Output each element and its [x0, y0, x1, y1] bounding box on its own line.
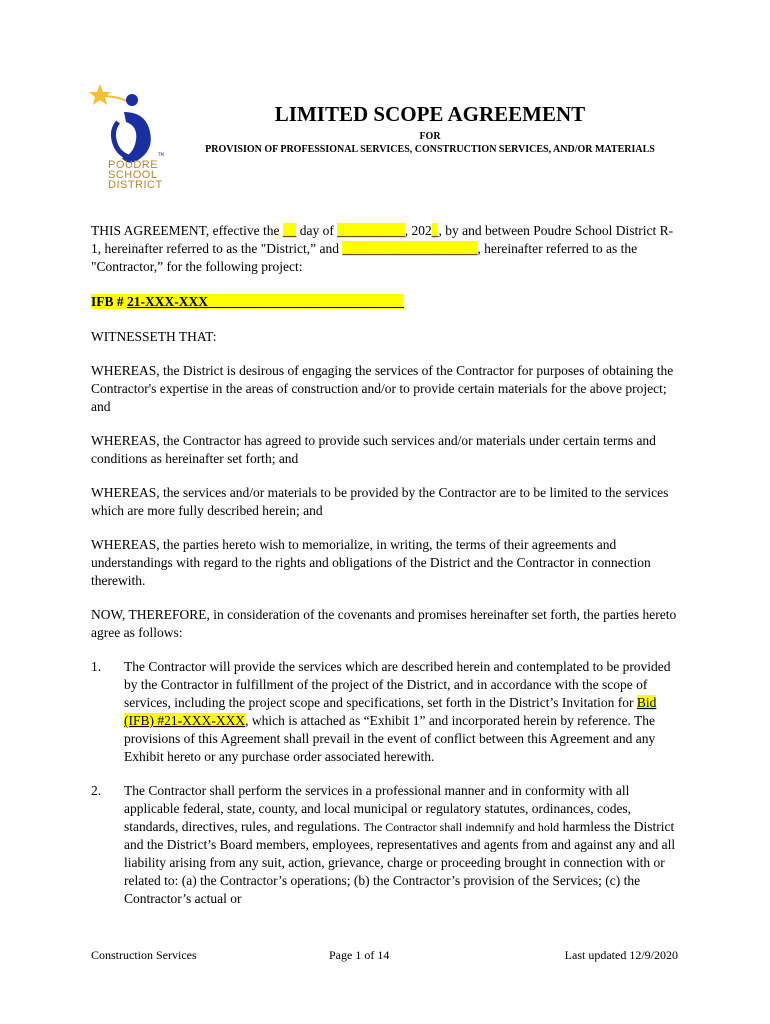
footer-page-number: Page 1 of 14	[329, 948, 390, 962]
witnesseth-heading: WITNESSETH THAT:	[91, 329, 217, 344]
numbered-item	[91, 782, 681, 908]
whereas-paragraph: WHEREAS, the District is desirous of engaging the services of the Contractor for purposes of obtaining the Contractor's expertise in the areas of construction and/or to provide certain materials for the above project; and	[91, 363, 674, 414]
document-title: LIMITED SCOPE AGREEMENT	[274, 102, 586, 126]
item-number: 2.	[91, 783, 102, 798]
footer-section: Construction Services	[91, 948, 197, 962]
ifb-number: 21-XXX-XXX	[127, 294, 209, 309]
contractor-blank: ____________________	[342, 241, 478, 256]
item-text: The Contractor will provide the services which are described herein and contemplated to be provided by the Contractor in fulfillment of the project of the District, and in accordance with the scope of services, including the project scope and specifications, set forth in the District’s Invitation for Bid (IFB) #21-XXX-XXX, which is attached as “Exhibit 1” and incorporated herein by reference. The provisions of this Agreement shall prevail in the event of conflict between this Agreement and any Exhibit hereto or any purchase order associated herewith.	[124, 659, 671, 764]
month-blank: __________	[337, 223, 405, 238]
whereas-paragraph: WHEREAS, the Contractor has agreed to provide such services and/or materials under certain terms and conditions as hereinafter set forth; and	[91, 433, 656, 466]
now-therefore-paragraph: NOW, THEREFORE, in consideration of the covenants and promises hereinafter set forth, the parties hereto agree as follows:	[91, 607, 677, 640]
item-text: The Contractor shall perform the services in a professional manner and in conformity with all applicable federal, state, county, and local municipal or regulatory statutes, ordinances, codes, standards, directives, rules, and regulations. The Contractor shall indemnify and hold harmless the District and the District’s Board members, employees, representatives and agents from and against any and all liability arising from any suit, action, grievance, charge or proceeding brought in connection with or related to: (a) the Contractor’s operations; (b) the Contractor’s provision of the Services; (c) the Contractor’s actual or	[124, 783, 676, 906]
logo-wordmark: POUDRE SCHOOL DISTRICT	[108, 159, 163, 191]
ifb-reference: Bid (IFB) #21-XXX-XXX	[124, 695, 657, 728]
footer-updated-date: Last updated 12/9/2020	[564, 948, 678, 962]
document-subtitle: PROVISION OF PROFESSIONAL SERVICES, CONSTRUCTION SERVICES, AND/OR MATERIALS	[205, 144, 655, 155]
document-for-label: FOR	[419, 131, 441, 142]
numbered-item	[91, 658, 681, 766]
ifb-line: IFB # 21-XXX-XXX_____________________________	[91, 294, 404, 309]
document-body	[91, 222, 681, 908]
day-blank: __	[282, 223, 297, 238]
item-number: 1.	[91, 659, 102, 674]
whereas-paragraph: WHEREAS, the services and/or materials to be provided by the Contractor are to be limited to the services which are more fully described herein; and	[91, 485, 669, 518]
intro-paragraph: THIS AGREEMENT, effective the __ day of __________, 202_, by and between Poudre School District R-1, hereinafter referred to as the "District,” and ____________________, hereinafter referred to as the "Contractor,” for the following project:	[91, 223, 674, 274]
whereas-paragraph: WHEREAS, the parties hereto wish to memorialize, in writing, the terms of their agreements and understandings with regard to the rights and obligations of the District and the Contractor in connection therewith.	[91, 537, 651, 588]
svg-text:TM: TM	[158, 152, 164, 157]
year-blank: _	[431, 223, 439, 238]
